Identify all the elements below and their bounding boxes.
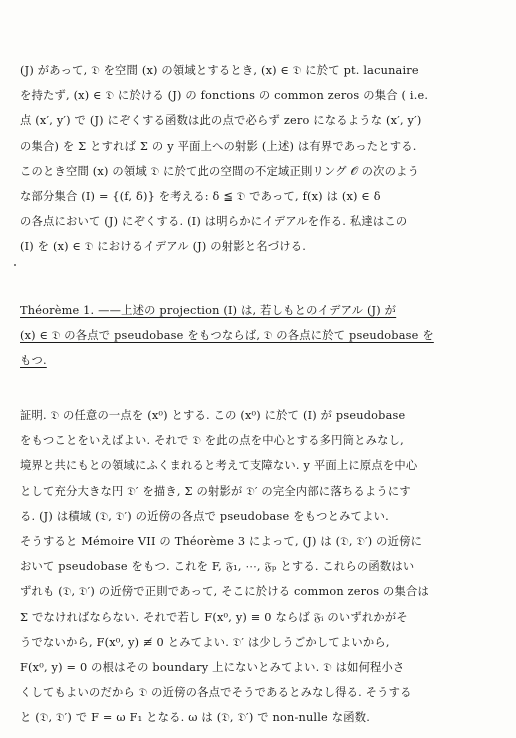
text-line: な部分集合 (I) = {(f, δ)} を考える: δ ≦ 𝔇 であって, f(x) は (x) ∈ δ [20,189,381,203]
text-line: 境界と共にもとの領域にふくまれると考えて支障ない. y 平面上に原点を中心 [20,459,418,473]
ink-speck [14,264,16,266]
text-line: る. (J) は積域 (𝔇, 𝔇′) の近傍の各点で pseudobase をもつとみてよい. [20,509,389,523]
text-line: もつ. [20,353,47,367]
text-line: として充分大きな円 𝔇′ を描き, Σ の射影が 𝔇′ の完全内部に落ちるようにす [20,484,411,498]
text-line: そうすると Mémoire VII の Théorème 3 によって, (J) は (𝔇, 𝔇′) の近傍に [20,535,423,548]
text-line: このとき空間 (x) の領域 𝔇 に於て此の空間の不定域正則リング 𝒪 の次のよう [20,164,420,178]
text-line: の各点において (J) にぞくする. (I) は明らかにイデアルを作る. 私達はこの [20,215,408,229]
text-line: うでないから, F(x⁰, y) ≢ 0 とみてよい. 𝔇′ は少しうごかしてよいから, [20,635,390,649]
text-line: おいて pseudobase をもつ. これを F, 𝔉₁, ⋯, 𝔉ₚ とする. これらの函数はい [20,560,415,574]
text-line: (J) があって, 𝔇 を空間 (x) の領域とするとき, (x) ∈ 𝔇 に於て pt. lacunaire [20,64,419,77]
text-line: くしてもよいのだから 𝔇 の近傍の各点でそうであるとみなし得る. そうする [20,686,412,700]
paragraph-definition [20,58,498,260]
text-line: をもつことをいえばよい. それで 𝔇 を此の点を中心とする多円筒とみなし, [20,434,404,448]
text-line: Théorème 1. ——上述の projection (I) は, 若しもとのイデアル (J) が [20,303,397,317]
theorem-statement [20,298,498,374]
text-line: と (𝔇, 𝔇′) で F = ω F₁ となる. ω は (𝔇, 𝔇′) で non-nulle な函数. [20,711,371,725]
text-line: 証明. 𝔇 の任意の一点を (x⁰) とする. この (x⁰) に於て (I) が pseudobase [20,409,406,423]
text-line: (I) を (x) ∈ 𝔇 におけるイデアル (J) の射影と名づける. [20,240,307,254]
proof-paragraph [20,403,498,730]
text-line: の集合) を Σ とすれば Σ の y 平面上への射影 (上述) は有界であったとする. [20,139,417,153]
text-line: を持たず, (x) ∈ 𝔇 に於ける (J) の fonctions の common zeros の集合 ( i.e. [20,89,429,103]
text-line: 点 (x′, y′) で (J) にぞくする函数は此の点で必らず zero になるような (x′, y′) [20,114,422,128]
text-line: ずれも (𝔇, 𝔇′) の近傍で正則であって, そこに於ける common zeros の集合は [20,585,430,599]
text-line: Σ でなければならない. それで若し F(x⁰, y) ≡ 0 ならば 𝔉ᵢ のいずれかがそ [20,610,408,624]
text-line: F(x⁰, y) = 0 の根はその boundary 上にないとみてよい. 𝔇 は如何程小さ [20,660,405,674]
text-line: (x) ∈ 𝔇 の各点で pseudobase をもつならば, 𝔇 の各点に於て pseudobase を [20,328,434,342]
